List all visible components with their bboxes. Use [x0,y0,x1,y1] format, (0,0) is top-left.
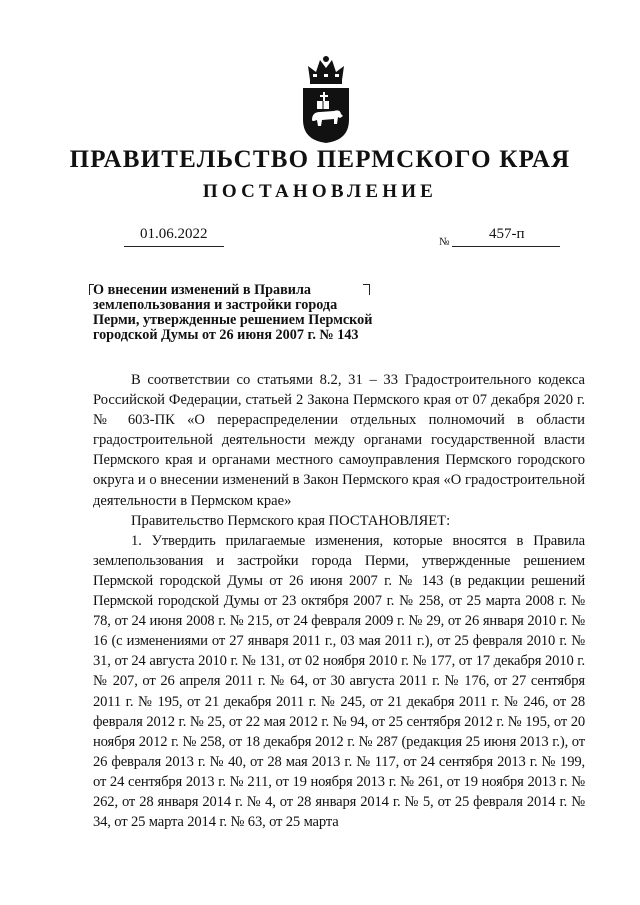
document-number: 457-п [489,226,525,242]
document-body [93,370,585,832]
number-sign: № [439,236,450,248]
subject-line: О внесении изменений в Правила [93,282,312,298]
subject-line: городской Думы от 26 июня 2007 г. № 143 [93,327,359,343]
perm-krai-coat-of-arms-icon [300,54,352,144]
date-underline [124,246,224,247]
document-date: 01.06.2022 [140,226,208,242]
subject-line: Перми, утвержденные решением Пермской [93,312,373,328]
number-underline [452,246,560,247]
government-title: ПРАВИТЕЛЬСТВО ПЕРМСКОГО КРАЯ [69,146,571,173]
preamble-paragraph: В соответствии со статьями 8.2, 31 – 33 Градостроительного кодекса Российской Федерации, статьей 2 Закона Пермского края от 07 декабря 2020 г. № 603-ПК «О перераспределении отдельных полномочий в области градостроительной деятельности между органами государственной власти Пермского края и органами местного самоуправления Пермского городского округа и о внесении изменений в Закон Пермского края «О градостроительной деятельности в Пермском крае» [93,372,585,509]
item-1-paragraph: 1. Утвердить прилагаемые изменения, которые вносятся в Правила землепользования и застройки города Перми, утвержденные решением Пермской городской Думы от 26 июня 2007 г. № 143 (в редакции решений Пермской городской Думы от 23 октября 2007 г. № 258, от 25 марта 2008 г. № 78, от 24 июня 2008 г. № 215, от 24 февраля 2009 г. № 29, от 26 января 2010 г. № 16 (с изменениями от 27 января 2011 г., 03 мая 2011 г.), от 25 февраля 2010 г. № 31, от 24 августа 2010 г. № 131, от 02 ноября 2010 г. № 177, от 17 декабря 2010 г. № 207, от 26 апреля 2011 г. № 64, от 30 августа 2011 г. № 176, от 27 сентября 2011 г. № 195, от 21 декабря 2011 г. № 245, от 21 декабря 2011 г. № 246, от 28 февраля 2012 г. № 25, от 22 мая 2012 г. № 94, от 25 сентября 2012 г. № 195, от 20 ноября 2012 г. № 258, от 18 декабря 2012 г. № 287 (редакция 25 июня 2013 г.), от 26 февраля 2013 г. № 40, от 28 мая 2013 г. № 117, от 24 сентября 2013 г. № 199, от 24 сентября 2013 г. № 211, от 19 ноября 2013 г. № 261, от 19 ноября 2013 г. № 262, от 28 января 2014 г. № 4, от 28 января 2014 г. № 5, от 25 февраля 2014 г. № 34, от 25 марта 2014 г. № 63, от 25 марта [93,532,585,831]
document-type-title: ПОСТАНОВЛЕНИЕ [202,181,438,202]
subject-line: землепользования и застройки города [93,297,338,313]
document-subject [93,283,393,343]
resolves-paragraph: Правительство Пермского края ПОСТАНОВЛЯЕТ: [131,512,451,529]
